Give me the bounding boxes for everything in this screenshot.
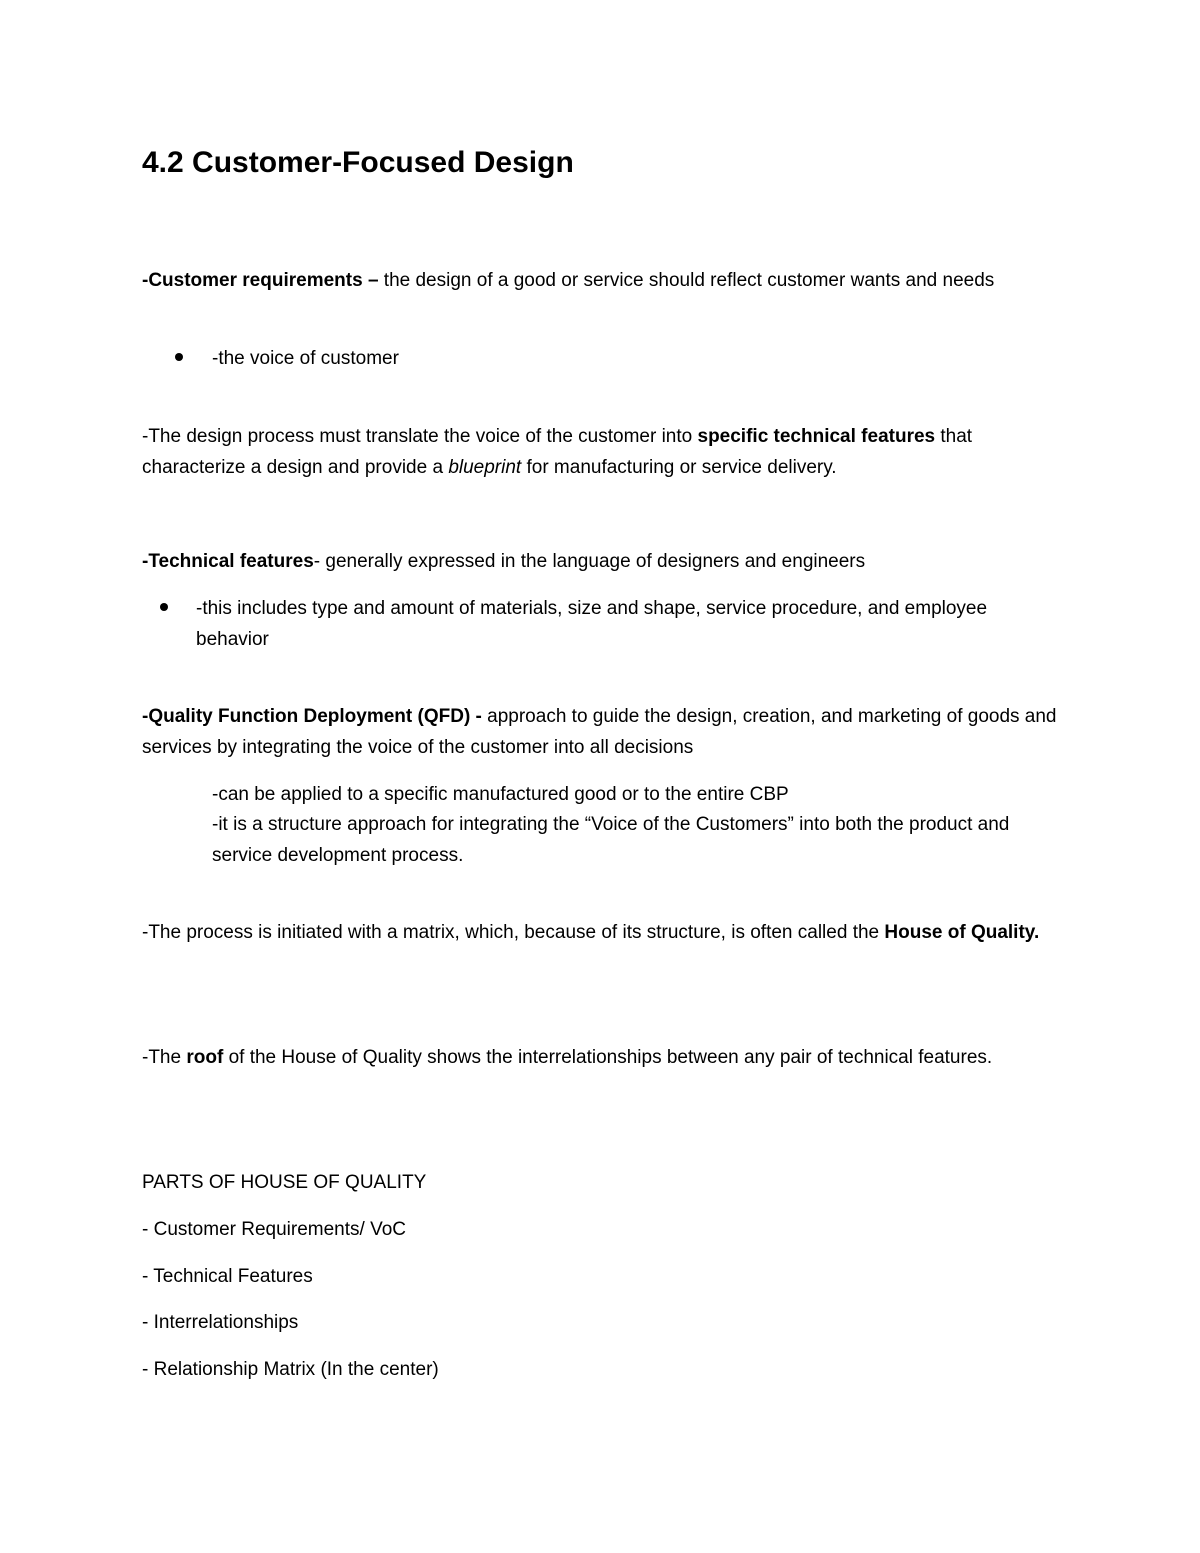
paragraph-house-of-quality: [142, 917, 1062, 948]
parts-list-item: - Technical Features: [142, 1266, 313, 1287]
term-specific-technical-features: specific technical features: [697, 426, 936, 447]
definition-text: approach to guide the design, creation, and marketing of goods and services by integrating the voice of the customer into all decisions: [142, 706, 1057, 758]
parts-list-item: - Customer Requirements/ VoC: [142, 1219, 406, 1240]
term-house-of-quality: House of Quality.: [884, 922, 1040, 943]
sub-item: -it is a structure approach for integrating the “Voice of the Customers” into both the product and service development process.: [212, 814, 1010, 866]
list-item: -the voice of customer: [212, 348, 399, 369]
paragraph-qfd: [142, 701, 1062, 763]
paragraph-design-process: [142, 421, 1062, 483]
sub-item: -can be applied to a specific manufactured good or to the entire CBP: [212, 784, 789, 805]
term-roof: roof: [186, 1047, 224, 1068]
term-technical-features: -Technical features: [142, 551, 314, 572]
paragraph-technical-features: [142, 546, 1062, 577]
definition-text: - generally expressed in the language of designers and engineers: [313, 551, 866, 572]
list-item: -this includes type and amount of materials, size and shape, service procedure, and employee behavior: [196, 598, 988, 650]
paragraph-roof: [142, 1042, 1062, 1073]
term-qfd: -Quality Function Deployment (QFD) -: [142, 706, 488, 727]
parts-list-item: - Relationship Matrix (In the center): [142, 1359, 439, 1380]
parts-list-item: - Interrelationships: [142, 1312, 299, 1333]
text-segment: of the House of Quality shows the interrelationships between any pair of technical features.: [223, 1047, 993, 1068]
bullet-icon: [160, 603, 168, 611]
definition-text: the design of a good or service should reflect customer wants and needs: [383, 270, 995, 291]
text-segment: -The process is initiated with a matrix, which, because of its structure, is often called the: [142, 922, 885, 943]
text-segment: that characterize a design and provide a: [142, 426, 973, 478]
term-customer-requirements: -Customer requirements –: [142, 270, 384, 291]
bullet-icon: [175, 353, 183, 361]
text-segment: -The design process must translate the voice of the customer into: [142, 426, 698, 447]
paragraph-customer-requirements: [142, 265, 1062, 296]
page-title: 4.2 Customer-Focused Design: [142, 146, 574, 179]
text-segment: for manufacturing or service delivery.: [521, 457, 837, 478]
section-heading-parts: PARTS OF HOUSE OF QUALITY: [142, 1172, 427, 1193]
term-blueprint: blueprint: [448, 457, 522, 478]
text-segment: -The: [142, 1047, 187, 1068]
